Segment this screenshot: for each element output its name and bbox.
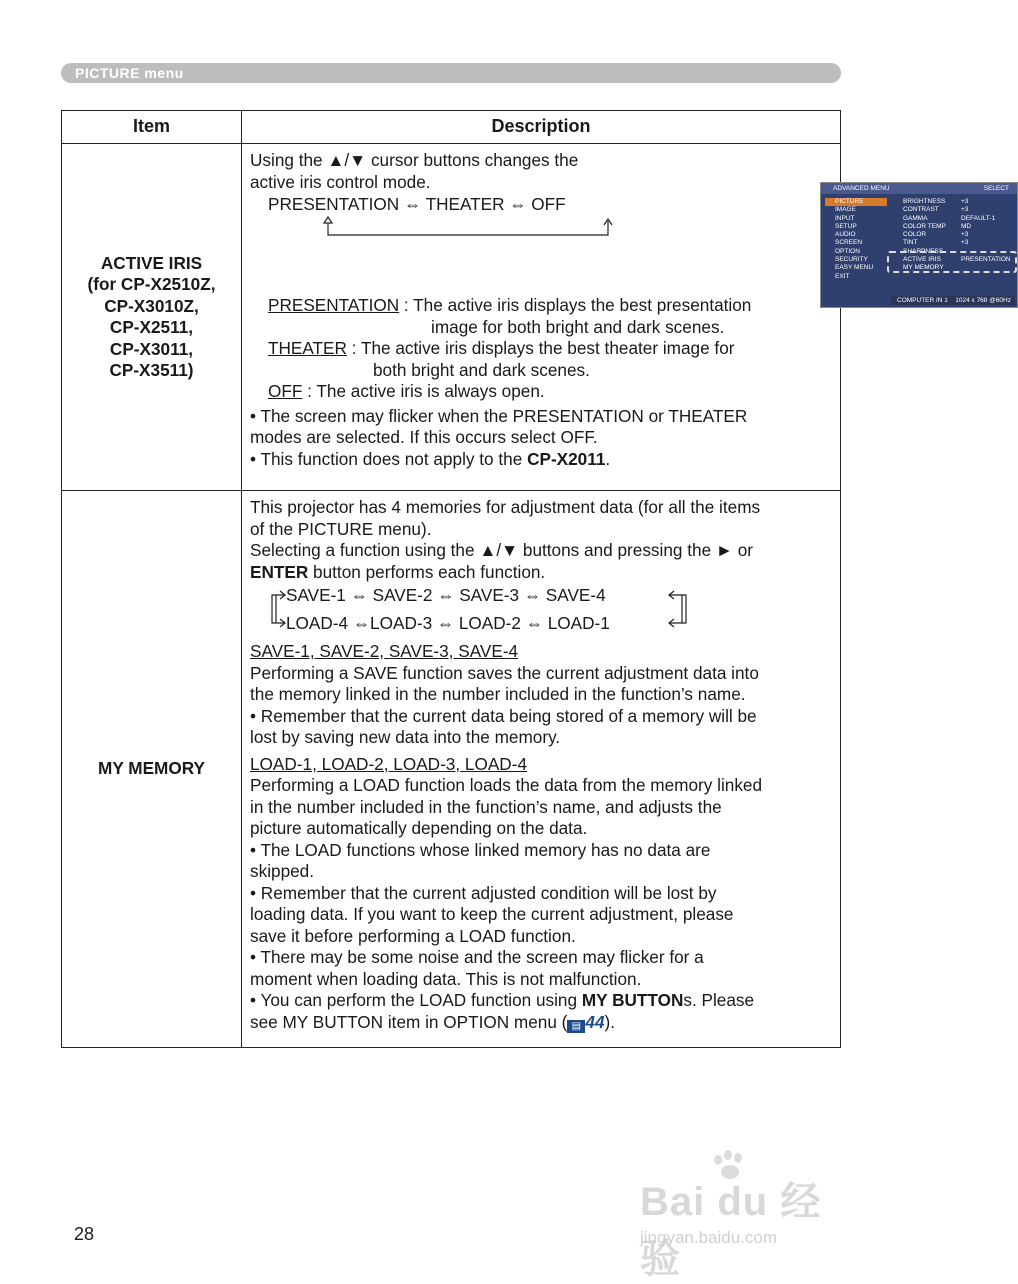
column-header-item: Item (62, 111, 242, 144)
my-button-label: MY BUTTON (581, 990, 684, 1010)
load-heading: LOAD-1, LOAD-2, LOAD-3, LOAD-4 (250, 753, 527, 774)
body-text: in the number included in the function’s name, and adjusts the (250, 796, 722, 817)
body-text: Performing a LOAD function loads the data from the memory linked (250, 775, 763, 795)
save-flow-label: SAVE-1 ⇔ SAVE-2 ⇔ SAVE-3 ⇔ SAVE-4 (286, 585, 606, 605)
section-title-bar (61, 63, 841, 83)
body-text: picture automatically depending on the data. (250, 818, 588, 838)
load-flow-label: LOAD-4 ⇔LOAD-3 ⇔ LOAD-2 ⇔ LOAD-1 (286, 613, 610, 633)
page-number: 28 (74, 1224, 95, 1244)
menu-item-easy-menu: EASY MENU (835, 264, 874, 272)
note-text: . (605, 448, 611, 469)
note-page-reference (250, 1012, 832, 1034)
term-off: OFF (268, 381, 303, 401)
menu-sub-item: GAMMA (903, 214, 928, 222)
menu-sub-item: MY MEMORY (903, 264, 944, 272)
off-definition (250, 381, 832, 403)
note-text: • You can perform the LOAD function using (250, 990, 582, 1010)
body-text: Performing a SAVE function saves the current adjustment data into (250, 662, 759, 683)
definition-text: : The active iris displays the best theater image for (346, 338, 735, 358)
definition-text: both bright and dark scenes. (373, 359, 590, 380)
menu-title: ADVANCED MENU (833, 185, 890, 192)
menu-sub-item: COLOR TEMP (903, 222, 946, 230)
menu-left-list (825, 198, 887, 281)
menu-sub-item: SHARPNESS (903, 247, 944, 255)
iris-mode-flow (268, 193, 832, 239)
intro-text: active iris control mode. (250, 171, 431, 192)
menu-value: +3 (961, 206, 969, 214)
description-active-iris (242, 144, 1011, 491)
note-text: loading data. If you want to keep the current adjustment, please (250, 904, 734, 924)
watermark-brand: Bai du 经验 (640, 1180, 822, 1281)
item-model-line: CP-X3011, (109, 338, 194, 359)
menu-sub-item: COLOR (903, 231, 927, 239)
definition-text: image for both bright and dark scenes. (431, 316, 725, 337)
model-name: CP-X2011 (527, 448, 606, 469)
section-title: PICTURE menu (75, 65, 184, 81)
note-text: ). (604, 1011, 616, 1032)
note-text: • The screen may flicker when the PRESENTATION or THEATER (250, 405, 748, 426)
intro-text: Using the ▲/▼ cursor buttons changes the (250, 150, 579, 170)
body-text: the memory linked in the number included in the function’s name. (250, 684, 746, 704)
picture-menu-table (61, 110, 1011, 1048)
menu-item-security: SECURITY (835, 256, 868, 264)
watermark-url: jingyan.baidu.com (640, 1228, 778, 1247)
note-text: • The LOAD functions whose linked memory has no data are (250, 839, 711, 860)
note-text: • There may be some noise and the screen may flicker for a (250, 947, 704, 967)
menu-footer-signal: 1024 x 768 @60Hz (955, 297, 1011, 304)
table-row-my-memory (62, 491, 841, 1048)
note-text: s. Please (683, 990, 755, 1010)
menu-sub-item: TINT (903, 239, 918, 247)
item-model-line: CP-X3010Z, (104, 295, 199, 316)
note-text: lost by saving new data into the memory. (250, 727, 561, 747)
highlight-dashed-box (887, 251, 1017, 273)
note-text: • This function does not apply to the (250, 448, 528, 469)
menu-item-option: OPTION (835, 247, 860, 255)
note-model-exclusion (250, 449, 832, 471)
menu-header (821, 183, 1017, 194)
memory-function-flow (268, 583, 832, 641)
menu-footer-input: COMPUTER IN 1 (897, 297, 948, 304)
note-my-button (250, 990, 832, 1012)
term-presentation: PRESENTATION (268, 295, 400, 315)
item-active-iris (62, 144, 242, 491)
advanced-menu-screenshot (820, 182, 1018, 308)
term-theater: THEATER (268, 338, 347, 358)
table-row-active-iris (62, 144, 841, 491)
description-my-memory (242, 491, 841, 1048)
menu-footer (891, 296, 1015, 305)
menu-item-image: IMAGE (835, 206, 856, 214)
save-heading: SAVE-1, SAVE-2, SAVE-3, SAVE-4 (250, 641, 519, 661)
book-icon: ▤ (567, 1020, 585, 1033)
presentation-definition (250, 295, 832, 317)
definition-text: : The active iris displays the best presentation (399, 295, 752, 315)
item-title: ACTIVE IRIS (100, 252, 203, 273)
note-text: skipped. (250, 861, 315, 881)
item-model-line: CP-X2511, (109, 317, 194, 337)
note-text: modes are selected. If this occurs select OFF. (250, 427, 598, 447)
body-text: button performs each function. (308, 561, 546, 582)
menu-item-setup: SETUP (835, 222, 857, 230)
enter-key-label: ENTER (250, 561, 309, 582)
item-model-line: CP-X3511) (109, 360, 194, 380)
baidu-watermark (640, 1150, 850, 1281)
menu-value: +3 (961, 239, 969, 247)
menu-sub-item: BRIGHTNESS (903, 198, 946, 205)
page-reference-link[interactable]: 44 (585, 1011, 605, 1032)
body-text: of the PICTURE menu). (250, 518, 432, 539)
body-text (250, 562, 832, 584)
theater-definition (250, 338, 832, 360)
note-text: • Remember that the current data being stored of a memory will be (250, 705, 757, 726)
column-header-description: Description (242, 111, 841, 144)
menu-value: +3 (961, 231, 969, 239)
menu-select-hint: SELECT (983, 185, 1009, 192)
item-model-line: (for CP-X2510Z, (87, 274, 216, 294)
menu-value: +3 (961, 198, 969, 205)
note-text: • Remember that the current adjusted condition will be lost by (250, 882, 717, 903)
menu-item-picture: PICTURE (825, 198, 887, 206)
menu-item-exit: EXIT (835, 272, 850, 280)
menu-sub-item: CONTRAST (903, 206, 939, 214)
menu-value: MD (961, 222, 972, 230)
menu-value: DEFAULT-1 (961, 214, 996, 222)
menu-value: PRESENTATION (961, 256, 1011, 264)
menu-item-screen: SCREEN (835, 239, 863, 247)
iris-flow-label: PRESENTATION ⇔ THEATER ⇔ OFF (268, 194, 566, 214)
menu-item-input: INPUT (835, 214, 855, 222)
table-header-row (62, 111, 841, 144)
body-text: This projector has 4 memories for adjustment data (for all the items (250, 497, 761, 517)
menu-item-audio: AUDIO (835, 231, 856, 239)
note-text: save it before performing a LOAD function. (250, 925, 576, 946)
menu-sub-item: ACTIVE IRIS (903, 256, 941, 264)
loop-arrow-icon (324, 213, 624, 237)
body-text: Selecting a function using the ▲/▼ buttons and pressing the ► or (250, 540, 753, 560)
note-text: moment when loading data. This is not malfunction. (250, 968, 642, 989)
note-text: see MY BUTTON item in OPTION menu ( (250, 1011, 568, 1032)
definition-text: : The active iris is always open. (302, 381, 545, 401)
item-my-memory: MY MEMORY (62, 491, 242, 1048)
